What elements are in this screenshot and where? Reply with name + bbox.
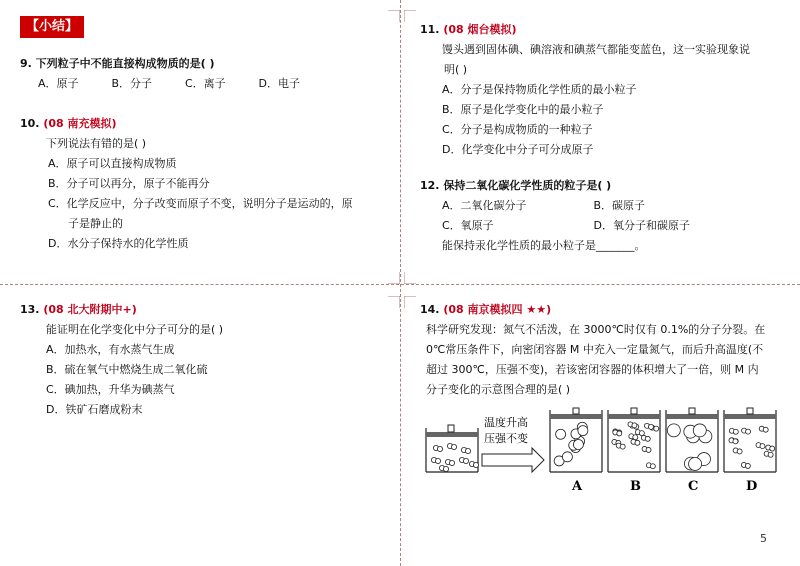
question-source: (08 北大附期中+) — [43, 303, 137, 316]
vertical-divider — [400, 0, 402, 566]
corner-mark — [404, 272, 416, 284]
question-12-stem: 12. 保持二氧化碳化学性质的粒子是( ) — [420, 179, 612, 192]
question-source: (08 南京模拟四 — [443, 303, 523, 316]
molecule — [451, 444, 456, 449]
molecule — [654, 426, 659, 431]
molecule — [646, 447, 651, 452]
molecule — [745, 463, 750, 468]
choice-label-b: B — [630, 479, 641, 494]
question-10 — [20, 114, 353, 254]
molecule — [763, 427, 768, 432]
question-14-line-2: 0℃常压条件下，向密闭容器 M 中充入一定量氮气，而后升高温度(不 — [426, 343, 764, 356]
question-14 — [420, 300, 765, 400]
molecule — [667, 424, 680, 437]
option-a: A．原子 — [38, 77, 79, 90]
question-13-header — [20, 300, 223, 320]
question-14-line-1: 科学研究发现：氮气不活泼，在 3000℃时仅有 0.1%的分子分裂。在 — [426, 323, 766, 336]
question-14-body — [420, 320, 765, 400]
molecule — [449, 460, 454, 465]
molecule — [632, 423, 637, 428]
molecule — [463, 458, 468, 463]
molecule — [770, 446, 775, 451]
molecule — [645, 436, 650, 441]
question-11-header — [420, 20, 750, 40]
question-10-body — [20, 134, 353, 254]
question-10-stem: 下列说法有错的是( ) — [46, 137, 147, 150]
option-d: D．氧分子和碳原子 — [593, 219, 690, 232]
molecule — [617, 431, 622, 436]
question-11-body — [420, 40, 750, 160]
option-c: C．分子是构成物质的一种粒子 — [442, 123, 593, 136]
question-12 — [420, 176, 690, 256]
molecule — [473, 462, 478, 467]
corner-mark — [388, 10, 400, 22]
arrow-label-1: 温度升高 — [484, 416, 528, 429]
molecule — [746, 429, 751, 434]
question-13-stem: 能证明在化学变化中分子可分的是( ) — [46, 323, 224, 336]
molecule — [733, 439, 738, 444]
molecule — [465, 448, 470, 453]
initial-container — [426, 425, 479, 472]
choice-container-c — [666, 408, 718, 494]
molecule — [443, 466, 448, 471]
option-c-continued: 子是静止的 — [68, 217, 123, 230]
question-source-end: ) — [546, 303, 552, 316]
molecule — [768, 452, 773, 457]
question-14-line-3: 超过 300℃，压强不变)，若该密闭容器的体积增大了一倍，则 M 内 — [426, 363, 759, 376]
question-12-body — [420, 196, 690, 256]
choice-label-c: C — [688, 479, 699, 494]
question-14-header — [420, 300, 765, 320]
corner-mark — [404, 10, 416, 22]
molecule — [737, 449, 742, 454]
question-12-options-row2 — [442, 216, 690, 236]
molecule — [760, 444, 765, 449]
option-a: A．原子可以直接构成物质 — [48, 157, 177, 170]
question-number: 10. — [20, 117, 40, 130]
question-source: (08 南充模拟) — [43, 117, 117, 130]
arrow-label-2: 压强不变 — [484, 432, 528, 445]
option-b: B．分子可以再分，原子不能再分 — [48, 177, 210, 190]
molecule-diagram — [420, 406, 780, 496]
molecule — [578, 426, 588, 436]
option-d: D．铁矿石磨成粉末 — [46, 403, 143, 416]
option-d: D．水分子保持水的化学性质 — [48, 237, 189, 250]
question-9-stem: 9. 下列粒子中不能直接构成物质的是( ) — [20, 57, 215, 70]
question-9 — [20, 54, 329, 94]
choice-container-d — [724, 408, 776, 494]
option-c: C．氧原子 — [442, 219, 494, 232]
question-11-stem-cont: 明( ) — [444, 63, 468, 76]
molecule — [693, 424, 706, 437]
question-9-options — [20, 74, 329, 94]
molecule — [635, 440, 640, 445]
molecule — [648, 424, 653, 429]
summary-tag: 【小结】 — [20, 16, 84, 38]
choice-label-a: A — [572, 479, 583, 494]
molecule — [573, 439, 583, 449]
molecule — [562, 452, 572, 462]
molecule — [435, 458, 440, 463]
difficulty-stars: ★★ — [526, 303, 547, 316]
molecule — [639, 431, 644, 436]
page-number: 5 — [760, 532, 767, 545]
question-number: 14. — [420, 303, 440, 316]
choice-label-d: D — [746, 479, 758, 494]
option-a: A．加热水，有水蒸气生成 — [46, 343, 175, 356]
option-b: B．原子是化学变化中的最小粒子 — [442, 103, 604, 116]
option-a: A．分子是保持物质化学性质的最小粒子 — [442, 83, 637, 96]
molecule — [556, 429, 566, 439]
option-c: C．离子 — [185, 77, 226, 90]
question-12-followup: 能保持汞化学性质的最小粒子是_______。 — [442, 239, 646, 252]
option-c: C．碘加热，升华为碘蒸气 — [46, 383, 175, 396]
option-b: B．碳原子 — [593, 199, 646, 212]
option-c: C．化学反应中，分子改变而原子不变，说明分子是运动的，原 — [48, 197, 353, 210]
option-a: A．二氧化碳分子 — [442, 199, 527, 212]
horizontal-divider — [0, 284, 800, 286]
molecule — [620, 444, 625, 449]
process-arrow — [482, 410, 544, 472]
option-b: B．硫在氧气中燃烧生成二氧化硫 — [46, 363, 208, 376]
question-14-line-4: 分子变化的示意图合理的是( ) — [426, 383, 571, 396]
question-10-header — [20, 114, 353, 134]
corner-mark — [388, 296, 400, 308]
option-d: D．电子 — [258, 77, 300, 90]
question-12-options-row1 — [442, 196, 690, 216]
question-number: 11. — [420, 23, 440, 36]
molecule — [650, 464, 655, 469]
molecule — [437, 446, 442, 451]
question-11 — [420, 20, 750, 160]
choice-container-b — [608, 408, 660, 494]
option-b: B．分子 — [111, 77, 153, 90]
question-number: 13. — [20, 303, 40, 316]
corner-mark — [388, 272, 400, 284]
question-13-body — [20, 320, 223, 420]
choice-container-a — [550, 408, 602, 494]
option-d: D．化学变化中分子可分成原子 — [442, 143, 594, 156]
question-11-stem: 馒头遇到固体碘、碘溶液和碘蒸气都能变蓝色，这一实验现象说 — [442, 43, 750, 56]
molecule — [733, 429, 738, 434]
question-source: (08 烟台模拟) — [443, 23, 517, 36]
question-13 — [20, 300, 223, 420]
corner-mark — [404, 296, 416, 308]
molecule — [689, 457, 702, 470]
